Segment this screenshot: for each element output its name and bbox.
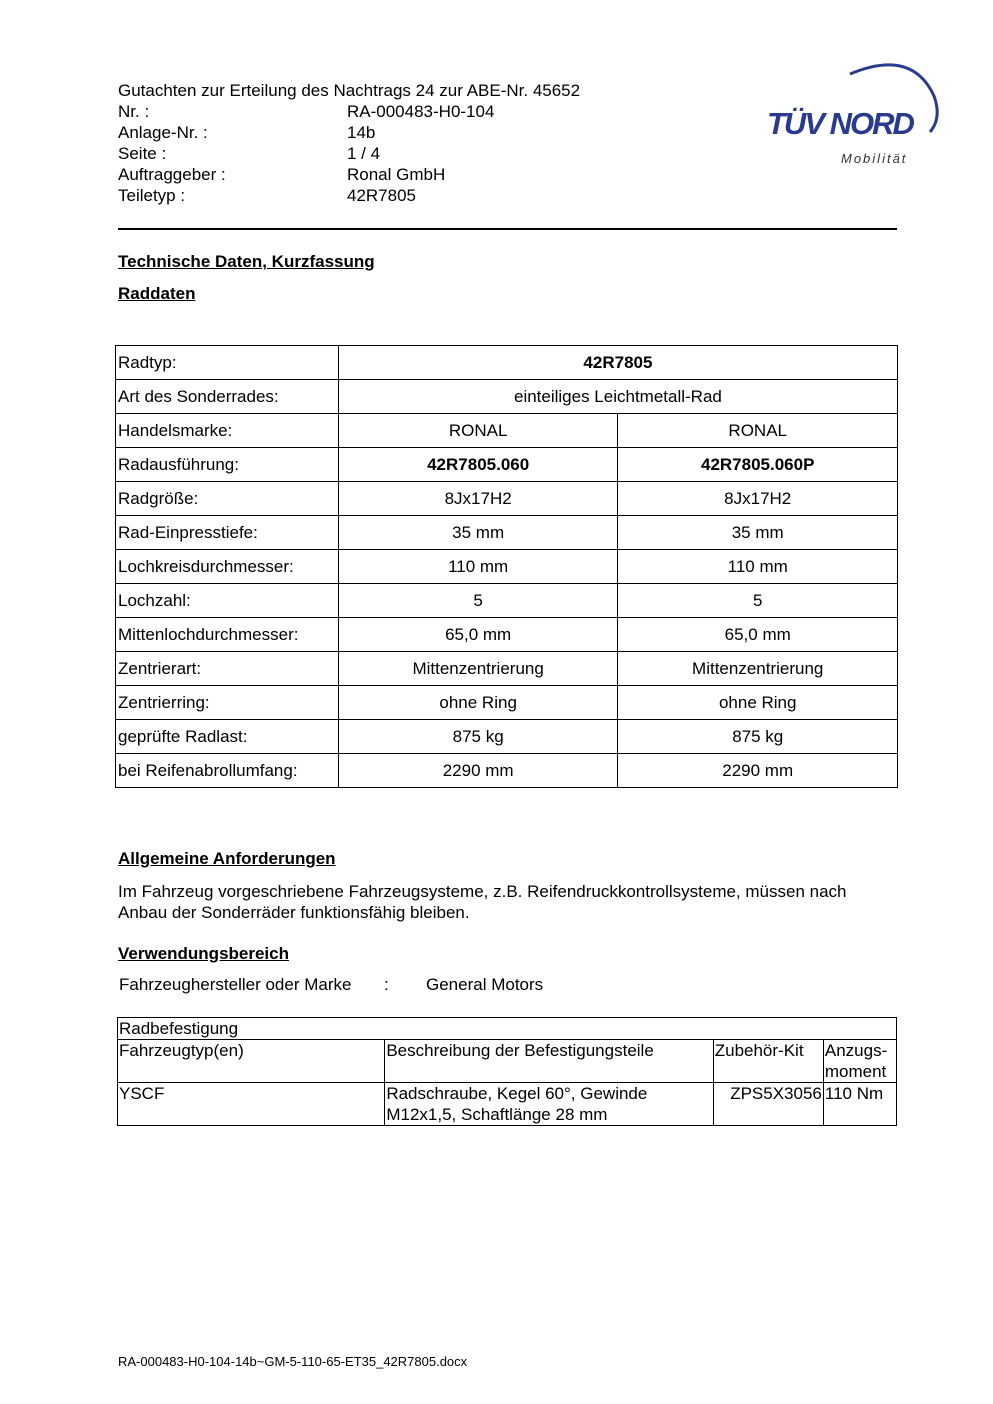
row-label: bei Reifenabrollumfang: (116, 754, 339, 788)
section-title: Technische Daten, Kurzfassung (118, 252, 375, 271)
row-label: Radausführung: (116, 448, 339, 482)
header-value: 42R7805 (347, 186, 417, 205)
row-label: Lochzahl: (116, 584, 339, 618)
header-divider (118, 228, 897, 230)
cell-value: 8Jx17H2 (338, 482, 618, 516)
row-label: Zentrierart: (116, 652, 339, 686)
cell-value: 110 mm (338, 550, 618, 584)
header-key: Seite : (118, 144, 167, 163)
cell-value: ohne Ring (618, 686, 898, 720)
beschreibung-cell: Radschraube, Kegel 60°, Gewinde M12x1,5, Schaftlänge 28 mm (385, 1083, 713, 1126)
section-subtitle: Raddaten (118, 284, 196, 303)
table-header-row (118, 1040, 897, 1083)
cell-value: ohne Ring (338, 686, 618, 720)
cell-value: 42R7805.060P (618, 448, 898, 482)
header-value: 14b (347, 123, 376, 142)
cell-value: Mittenzentrierung (618, 652, 898, 686)
cell-value: 35 mm (618, 516, 898, 550)
row-label: Handelsmarke: (116, 414, 339, 448)
table-row (118, 1018, 897, 1040)
cell-value: 5 (618, 584, 898, 618)
column-header: Beschreibung der Befestigungsteile (385, 1040, 713, 1083)
table-row (116, 754, 898, 788)
header-row (118, 101, 580, 122)
cell-value: 5 (338, 584, 618, 618)
cell-value: 35 mm (338, 516, 618, 550)
table-row (116, 686, 898, 720)
footer-filename: RA-000483-H0-104-14b~GM-5-110-65-ET35_42R7805.docx (118, 1354, 468, 1369)
logo-wordmark: TÜV NORD (767, 106, 913, 141)
table-row (116, 516, 898, 550)
table-row (118, 1083, 897, 1126)
column-header: Zubehör-Kit (713, 1040, 823, 1083)
table-row (116, 380, 898, 414)
row-label: Lochkreisdurchmesser: (116, 550, 339, 584)
cell-value: 65,0 mm (338, 618, 618, 652)
row-label: geprüfte Radlast: (116, 720, 339, 754)
header-key: Auftraggeber : (118, 165, 226, 184)
verwendung-heading: Verwendungsbereich (118, 944, 289, 963)
cell-value: 42R7805.060 (338, 448, 618, 482)
row-label: Art des Sonderrades: (116, 380, 339, 414)
header-row (118, 122, 580, 143)
raddaten-table (115, 345, 898, 788)
table-row (116, 618, 898, 652)
cell-value: 2290 mm (338, 754, 618, 788)
header-value: RA-000483-H0-104 (347, 102, 495, 121)
table-row (116, 720, 898, 754)
document-header (118, 80, 580, 206)
header-key: Anlage-Nr. : (118, 123, 208, 142)
logo-subtitle: Mobilität (841, 151, 908, 166)
table-row (116, 482, 898, 516)
header-title: Gutachten zur Erteilung des Nachtrags 24 zur ABE-Nr. 45652 (118, 81, 581, 100)
cell-value: 8Jx17H2 (618, 482, 898, 516)
column-header: Anzugs-moment (823, 1040, 896, 1083)
header-value: Ronal GmbH (347, 165, 446, 184)
befestigung-table (117, 1017, 897, 1126)
allgemein-heading: Allgemeine Anforderungen (118, 849, 336, 868)
fahrzeugtyp-cell: YSCF (118, 1083, 385, 1126)
hersteller-sep: : (384, 975, 389, 994)
cell-value: 65,0 mm (618, 618, 898, 652)
cell-value: 110 mm (618, 550, 898, 584)
moment-cell: 110 Nm (823, 1083, 896, 1126)
header-key: Teiletyp : (118, 186, 186, 205)
table-row (116, 448, 898, 482)
row-label: Zentrierring: (116, 686, 339, 720)
header-key: Nr. : (118, 102, 150, 121)
cell-value: RONAL (618, 414, 898, 448)
header-row (118, 185, 580, 206)
row-label: Mittenlochdurchmesser: (116, 618, 339, 652)
radtyp-value: 42R7805 (338, 346, 897, 380)
tuv-nord-logo (762, 56, 942, 176)
row-label: Radtyp: (116, 346, 339, 380)
header-value: 1 / 4 (347, 144, 381, 163)
row-label: Rad-Einpresstiefe: (116, 516, 339, 550)
cell-value: 875 kg (618, 720, 898, 754)
column-header: Fahrzeugtyp(en) (118, 1040, 385, 1083)
cell-value: 875 kg (338, 720, 618, 754)
hersteller-label: Fahrzeughersteller oder Marke (119, 975, 352, 994)
cell-value: Mittenzentrierung (338, 652, 618, 686)
allgemein-text: Im Fahrzeug vorgeschriebene Fahrzeugsysteme, z.B. Reifendruckkontrollsysteme, müssen nach Anbau der Sonderräder funktionsfähig bleiben. (118, 882, 847, 922)
art-value: einteiliges Leichtmetall-Rad (338, 380, 897, 414)
header-row (118, 164, 580, 185)
row-label: Radgröße: (116, 482, 339, 516)
table-row (116, 414, 898, 448)
table-row (116, 652, 898, 686)
kit-cell: ZPS5X3056 (713, 1083, 823, 1126)
cell-value: RONAL (338, 414, 618, 448)
hersteller-row (119, 975, 543, 995)
table-row (116, 346, 898, 380)
befestigung-title: Radbefestigung (118, 1018, 897, 1040)
header-row (118, 143, 580, 164)
table-row (116, 584, 898, 618)
hersteller-value: General Motors (426, 975, 544, 994)
table-row (116, 550, 898, 584)
cell-value: 2290 mm (618, 754, 898, 788)
